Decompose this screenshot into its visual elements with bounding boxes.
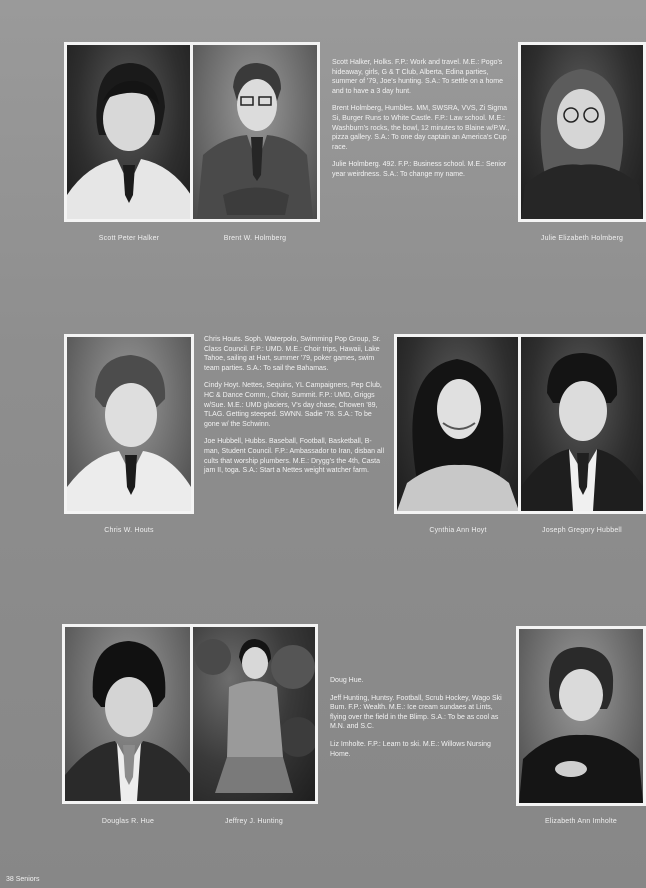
portrait-holmberg-julie	[518, 42, 646, 222]
portrait-hue	[62, 624, 194, 804]
portrait-houts	[64, 334, 194, 514]
section-label: Seniors	[15, 876, 40, 883]
bio-column-3	[330, 676, 510, 767]
portrait-imholte	[516, 626, 646, 806]
bio-hue: Doug Hue.	[330, 677, 364, 684]
portrait-holmberg-brent	[190, 42, 320, 222]
name-hubbell: Joseph Gregory Hubbell	[542, 527, 622, 534]
bio-column-1	[332, 58, 510, 188]
bio-holmberg-julie: Julie Holmberg. 492. F.P.: Business school. M.E.: Senior year weirdness. S.A.: To change my name.	[332, 161, 507, 178]
portrait-halker	[64, 42, 194, 222]
name-houts: Chris W. Houts	[104, 527, 154, 534]
page-number: 38	[6, 876, 14, 883]
bio-hoyt: Cindy Hoyt. Nettes, Sequins, YL Campaigners, Pep Club, HC & Dance Comm., Choir, Summit. F.P.: UMD, Griggs w/Sue. M.E.: UMD glaciers, V's day chase, Chowen '89, TLAG. Getting steeped. SWNN. Sadie '78. S.A.: To be gone w/ the Schwinn.	[204, 382, 382, 428]
name-holmberg-julie: Julie Elizabeth Holmberg	[540, 235, 624, 242]
portrait-hoyt	[394, 334, 522, 514]
name-holmberg-brent: Brent W. Holmberg	[223, 235, 287, 242]
name-hoyt: Cynthia Ann Hoyt	[429, 527, 487, 534]
page-footer	[6, 876, 39, 883]
bio-hunting: Jeff Hunting, Huntsy. Football, Scrub Hockey, Wago Ski Bum. F.P.: Wealth. M.E.: Ice cream sundaes at Lints, flying over the field in the Blimp. S.A.: To be as cool as M.N. and S.C.	[330, 694, 502, 731]
bio-holmberg-brent: Brent Holmberg, Humbles. MM, SWSRA, VVS, Zi Sigma Si, Burger Runs to White Castle. F.P.: Law school. M.E.: Washburn's rocks, the bowl, 12 minutes to Blaine w/P.W., pizza gallery. S.A.: To one day captain an America's Cup race.	[332, 105, 510, 151]
bio-imholte: Liz Imholte. F.P.: Learn to ski. M.E.: Willows Nursing Home.	[330, 740, 491, 758]
name-imholte: Elizabeth Ann Imholte	[545, 818, 617, 825]
bio-hubbell: Joe Hubbell, Hubbs. Baseball, Football, Basketball, B-man, Student Council. F.P.: Ambassador to Iran, disban all cults that worship plumbers. M.E.: Drygg's the 4th, Casta jam II, toga. S.A.: Start a Nettes weight watcher farm.	[204, 438, 385, 475]
bio-column-2	[204, 335, 386, 484]
bio-halker: Scott Halker, Holks. F.P.: Work and travel. M.E.: Pogo's hideaway, girls, G & T Club, Alberta, Edina parties, summer of '79, Joe's hunting. S.A.: To settle on a home and to have a 3 day hunt.	[332, 59, 504, 95]
name-hue: Douglas R. Hue	[101, 818, 155, 825]
name-halker: Scott Peter Halker	[98, 235, 160, 242]
bio-houts: Chris Houts. Soph. Waterpolo, Swimming Pop Group, Sr. Class Council. F.P.: UMD. M.E.: Choir trips, Hawaii, Lake Tahoe, sailing at Hart, summer '79, poker games, swim team parties. S.A.: To sail the Bahamas.	[204, 336, 381, 372]
name-hunting: Jeffrey J. Hunting	[225, 818, 283, 825]
portrait-hubbell	[518, 334, 646, 514]
portrait-hunting	[190, 624, 318, 804]
